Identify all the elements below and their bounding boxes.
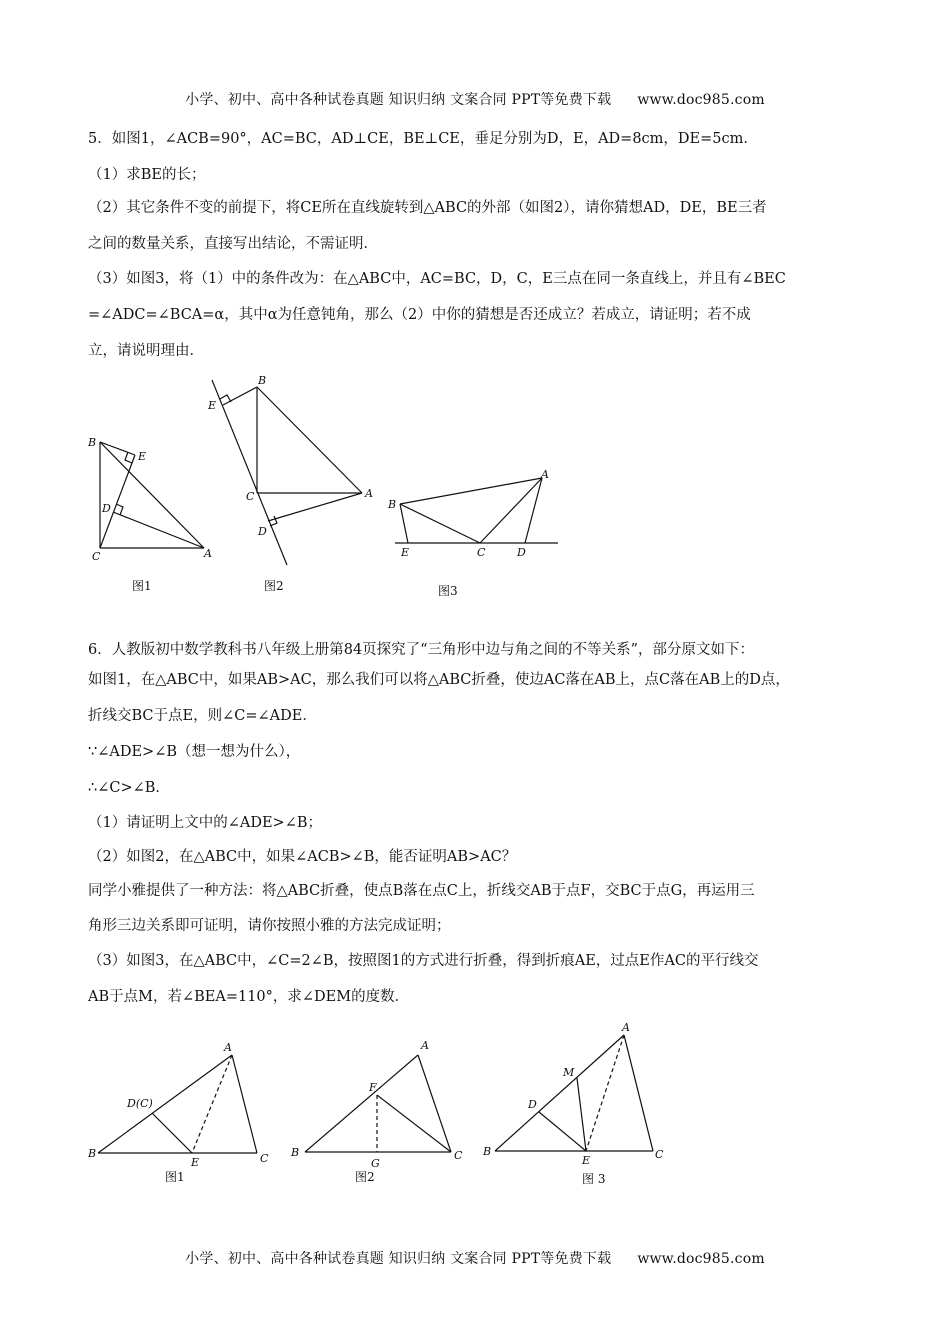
point-label-b: B xyxy=(291,1146,300,1159)
point-label-dc: D(C) xyxy=(127,1097,153,1110)
q6-line: （3）如图3，在△ABC中，∠C=2∠B，按照图1的方式进行折叠，得到折痕AE，过点E作AC的平行线交 xyxy=(88,953,759,969)
point-label-b: B xyxy=(388,498,397,511)
q5-line: （3）如图3，将（1）中的条件改为：在△ABC中，AC=BC，D，C，E三点在同一条直线上，并且有∠BEC xyxy=(88,271,786,287)
segment-ba xyxy=(305,1055,418,1152)
point-label-a: A xyxy=(365,487,373,500)
right-angle-mark xyxy=(220,395,231,402)
point-label-c: C xyxy=(260,1152,269,1165)
q6-line: 6．人教版初中数学教科书八年级上册第84页探究了“三角形中边与角之间的不等关系”，部分原文如下： xyxy=(88,642,754,658)
point-label-d: D xyxy=(517,546,526,559)
figure-caption: 图2 xyxy=(264,579,284,593)
q6-line: 同学小雅提供了一种方法：将△ABC折叠，使点B落在点C上，折线交AB于点F，交BC于点G，再运用三 xyxy=(88,883,755,899)
point-label-e: E xyxy=(138,450,147,463)
q6-figure-1 xyxy=(85,1035,285,1195)
segment-me xyxy=(577,1078,586,1151)
point-label-d: D xyxy=(102,502,111,515)
q6-line: 如图1，在△ABC中，如果AB>AC，那么我们可以将△ABC折叠，使边AC落在AB上，点C落在AB上的D点， xyxy=(88,672,790,688)
point-label-a: A xyxy=(204,547,212,560)
q5-line: 之间的数量关系，直接写出结论，不需证明． xyxy=(88,236,378,252)
point-label-a: A xyxy=(541,468,549,481)
line-ce xyxy=(212,380,287,565)
q6-line: 折线交BC于点E，则∠C=∠ADE． xyxy=(88,708,317,724)
point-label-c: C xyxy=(454,1149,463,1162)
point-label-d: D xyxy=(528,1098,537,1111)
figure-caption: 图 3 xyxy=(582,1172,606,1186)
point-label-b: B xyxy=(88,1147,97,1160)
point-label-m: M xyxy=(563,1066,575,1079)
segment-ac xyxy=(418,1055,451,1152)
point-label-e: E xyxy=(582,1154,591,1167)
point-label-d: D xyxy=(258,525,267,538)
point-label-b: B xyxy=(258,375,267,387)
footer-url[interactable]: www.doc985.com xyxy=(637,1251,765,1267)
q5-line: （1）求BE的长； xyxy=(88,167,206,183)
point-label-e: E xyxy=(401,546,410,559)
q6-figure-3 xyxy=(480,1018,680,1193)
q6-figure-2 xyxy=(285,1035,485,1195)
point-label-c: C xyxy=(246,490,255,503)
segment-de xyxy=(539,1112,586,1151)
q5-line: （2）其它条件不变的前提下，将CE所在直线旋转到△ABC的外部（如图2），请你猜想AD，DE，BE三者 xyxy=(88,200,767,216)
segment-bc xyxy=(400,504,480,543)
segment-ad xyxy=(113,512,204,548)
point-label-b: B xyxy=(88,436,97,449)
point-label-e: E xyxy=(191,1156,200,1169)
segment-be xyxy=(100,442,135,455)
q5-figure-1 xyxy=(80,430,220,600)
q5-figure-2 xyxy=(200,375,380,600)
page-footer xyxy=(0,1248,950,1268)
q5-line: =∠ADC=∠BCA=α，其中α为任意钝角，那么（2）中你的猜想是否还成立？若成立，请证明；若不成 xyxy=(88,307,751,323)
figure-caption: 图2 xyxy=(355,1170,375,1184)
header-url[interactable]: www.doc985.com xyxy=(637,92,765,108)
segment-be xyxy=(400,504,408,543)
point-label-a: A xyxy=(622,1021,630,1034)
figure-caption: 图3 xyxy=(438,584,458,598)
q5-line: 5．如图1，∠ACB=90°，AC=BC，AD⊥CE，BE⊥CE，垂足分别为D，E，AD=8cm，DE=5cm． xyxy=(88,131,758,147)
figure-caption: 图1 xyxy=(132,579,152,593)
q6-line: （1）请证明上文中的∠ADE>∠B； xyxy=(88,815,323,831)
segment-de xyxy=(152,1113,192,1153)
segment-ad xyxy=(268,493,362,521)
segment-ab xyxy=(257,387,362,493)
page-header xyxy=(0,89,950,109)
header-text: 小学、初中、高中各种试卷真题 知识归纳 文案合同 PPT等免费下载 xyxy=(185,92,612,108)
point-label-c: C xyxy=(92,550,101,563)
segment-fc xyxy=(377,1095,451,1152)
figure-caption: 图1 xyxy=(165,1170,185,1184)
point-label-b: B xyxy=(483,1145,492,1158)
point-label-f: F xyxy=(369,1081,377,1094)
footer-text: 小学、初中、高中各种试卷真题 知识归纳 文案合同 PPT等免费下载 xyxy=(185,1251,612,1267)
segment-ac xyxy=(232,1055,257,1153)
q6-line: ∴∠C>∠B． xyxy=(88,780,170,796)
q5-figure-3 xyxy=(380,460,565,600)
segment-ac xyxy=(624,1035,653,1151)
point-label-c: C xyxy=(477,546,486,559)
q6-line: 角形三边关系即可证明，请你按照小雅的方法完成证明； xyxy=(88,918,451,934)
segment-ab xyxy=(100,442,204,548)
point-label-a: A xyxy=(224,1041,232,1054)
segment-ba xyxy=(495,1035,624,1151)
point-label-g: G xyxy=(371,1157,380,1170)
point-label-e: E xyxy=(208,399,217,412)
q6-line: AB于点M，若∠BEA=110°，求∠DEM的度数． xyxy=(88,989,410,1005)
point-label-c: C xyxy=(655,1148,664,1161)
q5-line: 立，请说明理由． xyxy=(88,343,204,359)
q6-line: （2）如图2，在△ABC中，如果∠ACB>∠B，能否证明AB>AC？ xyxy=(88,849,517,865)
point-label-a: A xyxy=(421,1039,429,1052)
q6-line: ∵∠ADE>∠B（想一想为什么）， xyxy=(88,744,301,760)
